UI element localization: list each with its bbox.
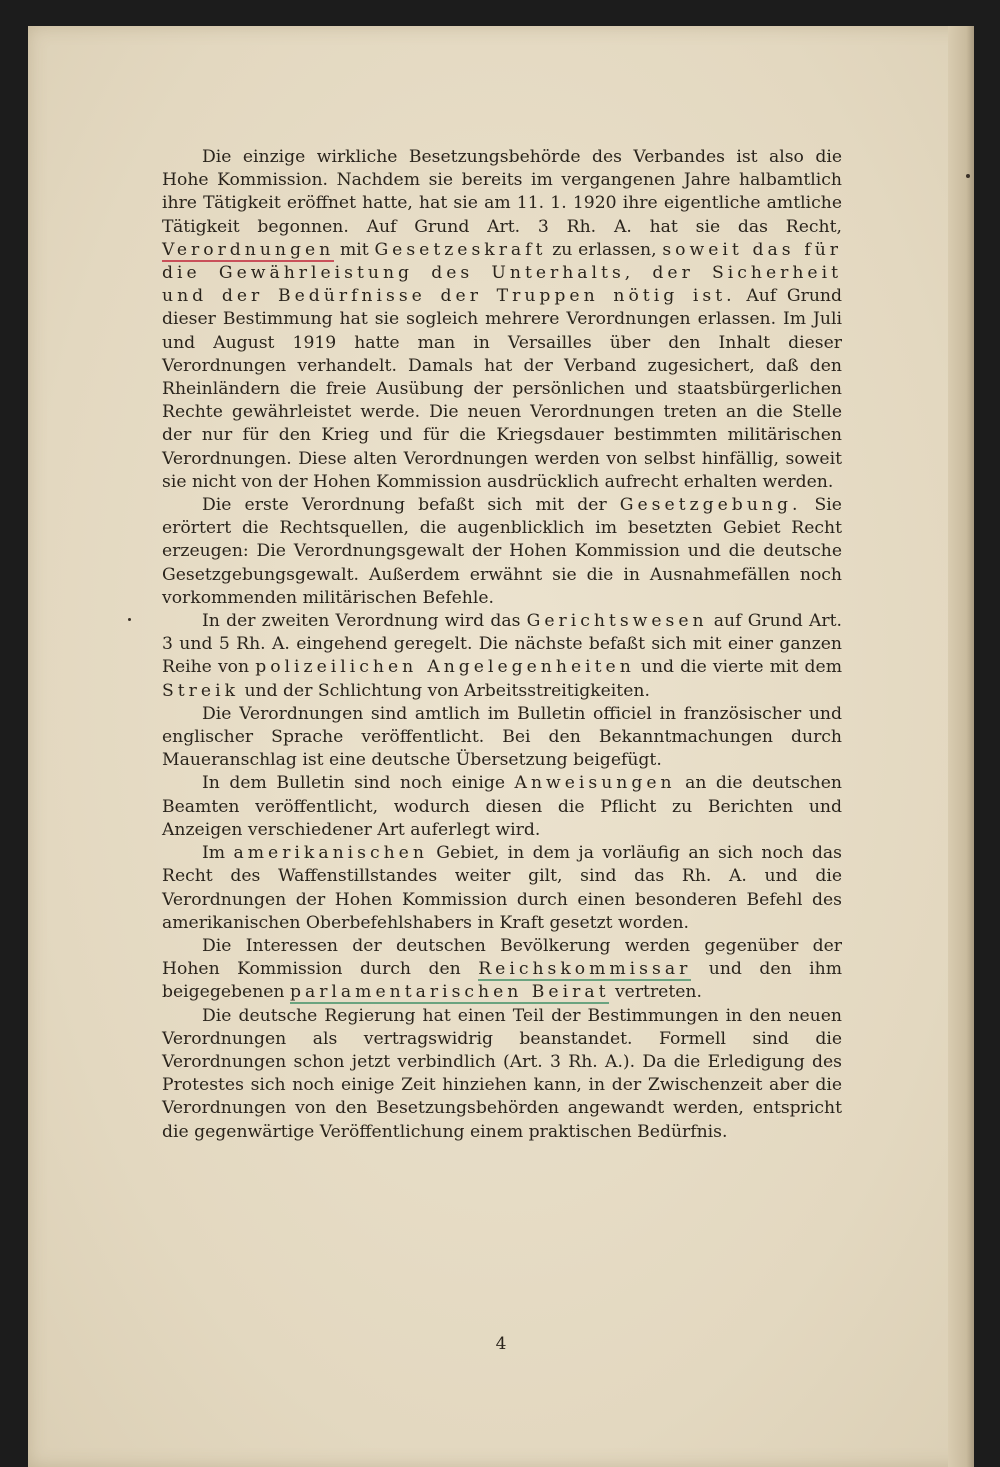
term-reichskommissar: Reichskommissar	[478, 959, 692, 980]
paragraph-2: Die erste Verordnung befaßt sich mit der Gesetzgebung. Sie erörtert die Rechtsquellen, die augenblicklich im besetzten Gebiet Recht erzeugen: Die Verordnungsgewalt der Hohen Kommission und die deutsche Gesetzgebungsgewalt. Außerdem erwähnt sie die in Ausnahmefällen noch vorkommenden militärischen Befehle.	[162, 495, 842, 608]
term-gesetzgebung: Gesetzgebung.	[619, 495, 802, 516]
paragraph-4: Die Verordnungen sind amtlich im Bulletin officiel in französischer und englischer Sprache veröffentlicht. Bei den Bekanntmachungen durch Maueranschlag ist eine deutsche Übersetzung beigefügt.	[162, 703, 842, 771]
term-parlamentarischen-beirat: parlamentarischen Beirat	[289, 982, 610, 1003]
term-amerikanischen: amerikanischen	[233, 843, 428, 864]
term-gewaehrleistung: soweit das für die Gewährleistung des Unterhalts, der Sicherheit und der Bedürfnisse der Truppen nötig ist.	[162, 239, 842, 307]
body-text	[162, 146, 842, 1144]
paragraph-3: In der zweiten Verordnung wird das Gerichtswesen auf Grund Art. 3 und 5 Rh. A. eingehend geregelt. Die nächste befaßt sich mit einer ganzen Reihe von polizeilichen Angelegenheiten und die vierte mit dem Streik und der Schlichtung von Arbeitsstreitigkeiten.	[162, 611, 842, 701]
term-gesetzeskraft: Gesetzeskraft	[374, 239, 547, 260]
paragraph-7: Die Interessen der deutschen Bevölkerung werden gegenüber der Hohen Kommission durch den Reichskommissar und den ihm beigegebenen parlamentarischen Beirat vertreten.	[162, 935, 843, 1003]
paragraph-8: Die deutsche Regierung hat einen Teil der Bestimmungen in den neuen Verordnungen als vertragswidrig beanstandet. Formell sind die Verordnungen schon jetzt verbindlich (Art. 3 Rh. A.). Da die Erledigung des Protestes sich noch einige Zeit hinziehen kann, in der Zwischenzeit aber die Verordnungen von den Besetzungsbehörden angewandt werden, entspricht die gegenwärtige Veröffentlichung einem praktischen Bedürfnis.	[162, 1005, 842, 1142]
term-anweisungen: Anweisungen	[514, 773, 676, 794]
term-verordnungen: Verordnungen	[162, 239, 335, 260]
paper-speck	[128, 618, 131, 621]
term-streik: Streik	[162, 680, 239, 701]
term-gerichtswesen: Gerichtswesen	[526, 611, 708, 632]
page-edge	[948, 26, 974, 1467]
paragraph-5: In dem Bulletin sind noch einige Anweisungen an die deutschen Beamten veröffentlicht, wodurch diesen die Pflicht zu Berichten und Anzeigen verschiedener Art auferlegt wird.	[162, 773, 842, 840]
document-page	[28, 26, 974, 1467]
term-polizeilichen-angelegenheiten: polizeilichen Angelegenheiten	[255, 657, 635, 678]
paper-speck	[966, 174, 970, 178]
paragraph-6: Im amerikanischen Gebiet, in dem ja vorläufig an sich noch das Recht des Waffenstillstandes weiter gilt, sind das Rh. A. und die Verordnungen der Hohen Kommission durch einen besonderen Befehl des amerikanischen Oberbefehlshabers in Kraft gesetzt worden.	[162, 843, 842, 933]
page-number: 4	[495, 1334, 507, 1354]
paragraph-1: Die einzige wirkliche Besetzungsbehörde des Verbandes ist also die Hohe Kommission. Nachdem sie bereits im vergangenen Jahre halbamtlich ihre Tätigkeit eröffnet hatte, hat sie am 11. 1. 1920 ihre eigentliche amtliche Tätigkeit begonnen. Auf Grund Art. 3 Rh. A. hat sie das Recht, Verordnungen mit Gesetzeskraft zu erlassen, soweit das für die Gewährleistung des Unterhalts, der Sicherheit und der Bedürfnisse der Truppen nötig ist. Auf Grund dieser Bestimmung hat sie sogleich mehrere Verordnungen erlassen. Im Juli und August 1919 hatte man in Versailles über den Inhalt dieser Verordnungen verhandelt. Damals hat der Verband zugesichert, daß den Rheinländern die freie Ausübung der persönlichen und staatsbürgerlichen Rechte gewährleistet werde. Die neuen Verordnungen treten an die Stelle der nur für den Krieg und für die Kriegsdauer bestimmten militärischen Verordnungen. Diese alten Verordnungen werden von selbst hinfällig, soweit sie nicht von der Hohen Kommission ausdrücklich aufrecht erhalten werden.	[162, 147, 842, 492]
